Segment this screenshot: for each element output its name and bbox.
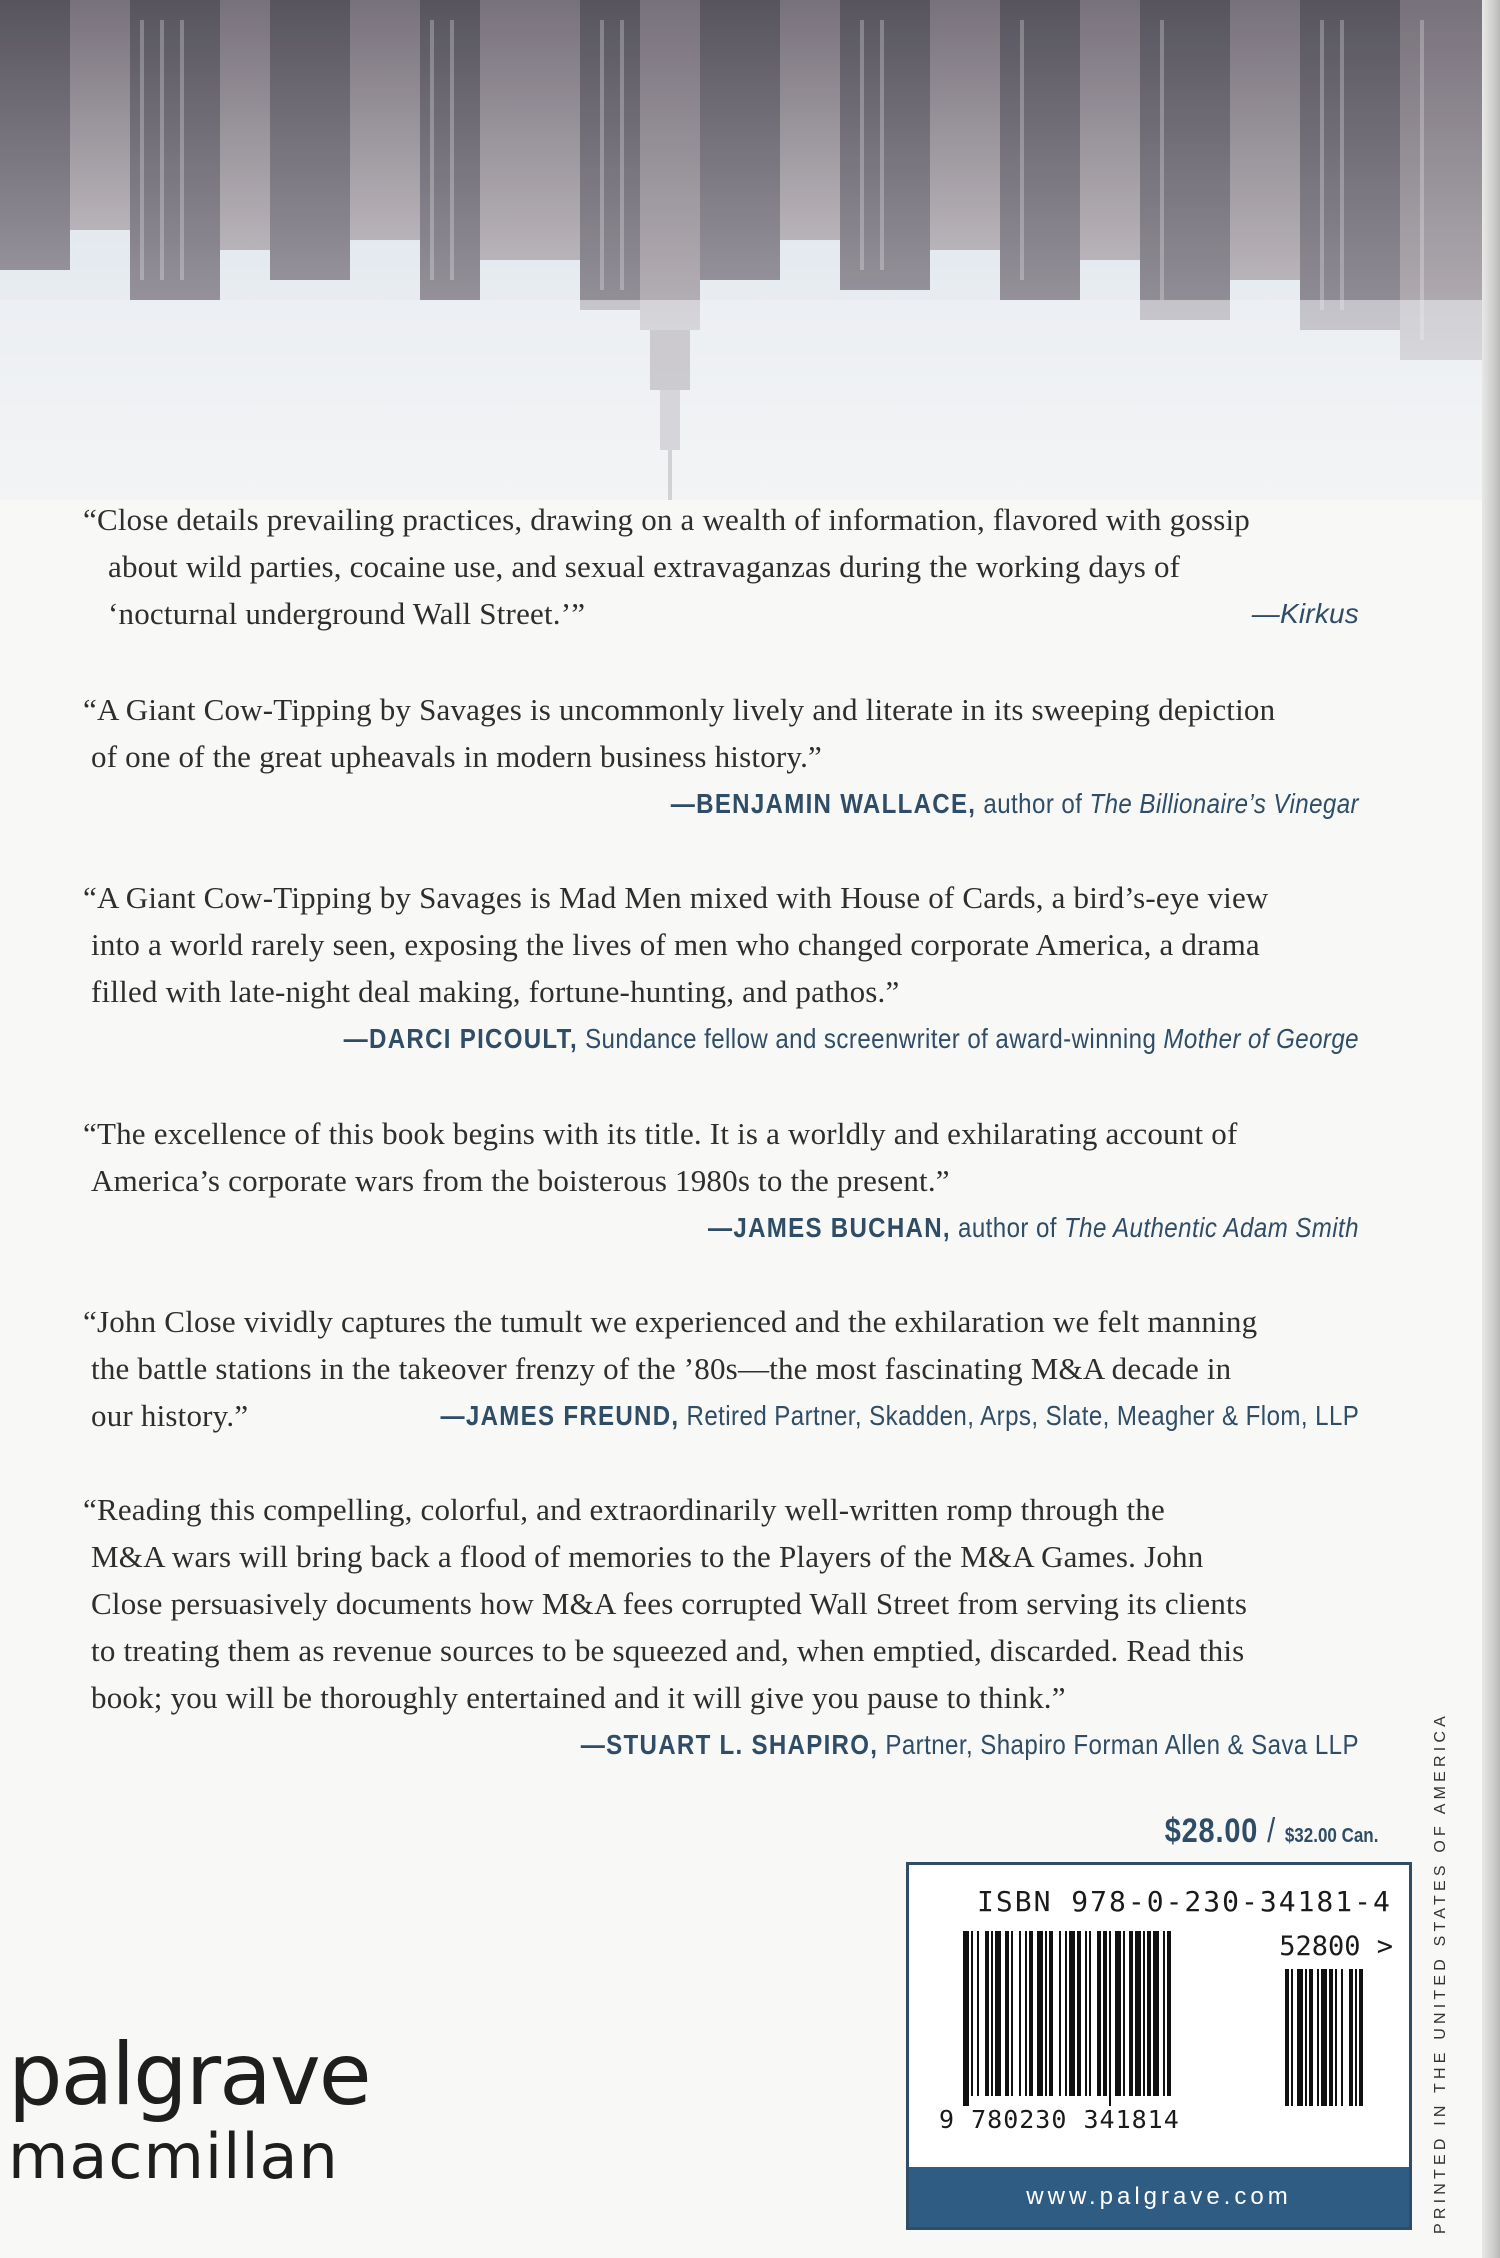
barcode-bar	[1163, 1931, 1165, 2096]
attribution-book-title: The Authentic Adam Smith	[1064, 1212, 1359, 1243]
barcode-bar	[1167, 1931, 1171, 2096]
barcode-bar	[1085, 1931, 1087, 2096]
blurb-line: “Reading this compelling, colorful, and extraordinarily well-written romp through the	[83, 1492, 1165, 1527]
printed-in-label: PRINTED IN THE UNITED STATES OF AMERICA	[1432, 1711, 1449, 2234]
barcode-bar	[1049, 1931, 1053, 2096]
barcode-bar	[1019, 1931, 1021, 2096]
barcode-bar	[1045, 1931, 1047, 2096]
addon-bar	[1341, 1969, 1343, 2106]
blurb-shapiro	[83, 1486, 1359, 1768]
addon-bar	[1297, 1969, 1303, 2106]
logo-line-palgrave: palgrave	[8, 2025, 370, 2125]
barcode-bar	[971, 1931, 973, 2096]
blurb-line: the battle stations in the takeover frenzy of the ’80s—the most fascinating M&A decade in	[91, 1351, 1232, 1386]
attribution-name: —BENJAMIN WALLACE,	[670, 788, 977, 819]
barcode-bar	[991, 1931, 993, 2096]
barcode-bars	[963, 1931, 1373, 2106]
attribution-name: —DARCI PICOULT,	[343, 1023, 578, 1054]
addon-bar	[1285, 1969, 1289, 2106]
blurb-line: “John Close vividly captures the tumult we experienced and the exhilaration we felt manning	[83, 1304, 1258, 1339]
blurb-attribution	[440, 1392, 1359, 1439]
price-separator: /	[1257, 1812, 1285, 1850]
attribution-book-title: The Billionaire’s Vinegar	[1089, 788, 1359, 819]
barcode-bar	[977, 1931, 979, 2096]
isbn-number: ISBN 978-0-230-34181-4	[977, 1885, 1392, 1918]
blurb-line: about wild parties, cocaine use, and sexual extravaganzas during the working days of	[108, 549, 1181, 584]
addon-bar	[1355, 1969, 1357, 2106]
barcode-bar	[995, 1931, 1001, 2096]
addon-bar	[1329, 1969, 1333, 2106]
addon-bar	[1291, 1969, 1293, 2106]
blurb-attribution	[262, 1015, 1359, 1062]
addon-bar	[1349, 1969, 1353, 2106]
barcode-bar	[1065, 1931, 1067, 2096]
blurb-line: of one of the great upheavals in modern business history.”	[91, 739, 823, 774]
addon-bar	[1321, 1969, 1327, 2106]
barcode-bar	[1029, 1931, 1033, 2096]
price-cad: $32.00 Can.	[1284, 1825, 1378, 1847]
blurb-line: “The excellence of this book begins with its title. It is a worldly and exhilarating account of	[83, 1116, 1238, 1151]
city-skyline-image	[0, 0, 1500, 500]
barcode-bar	[1103, 1931, 1107, 2096]
barcode-bar	[1059, 1931, 1061, 2096]
attribution-role: Retired Partner, Skadden, Arps, Slate, Meagher & Flom, LLP	[679, 1400, 1359, 1431]
blurb-freund	[83, 1298, 1359, 1439]
isbn-barcode-box	[906, 1862, 1412, 2230]
attribution-role: Partner, Shapiro Forman Allen & Sava LLP	[878, 1729, 1359, 1760]
blurb-line: America’s corporate wars from the boisterous 1980s to the present.”	[91, 1163, 950, 1198]
blurb-line: filled with late-night deal making, fortune-hunting, and pathos.”	[91, 974, 900, 1009]
barcode-bar	[1143, 1931, 1145, 2096]
barcode-bar	[1123, 1931, 1125, 2096]
barcode-bar	[1077, 1931, 1081, 2096]
blurb-picoult	[83, 874, 1359, 1062]
barcode-price-code: 52800 >	[1279, 1931, 1393, 1962]
blurb-line: into a world rarely seen, exposing the lives of men who changed corporate America, a drama	[91, 927, 1260, 962]
blurb-line: “A Giant Cow-Tipping by Savages is Mad Men mixed with House of Cards, a bird’s-eye view	[83, 880, 1269, 915]
barcode-bar	[1153, 1931, 1159, 2096]
blurb-line: “A Giant Cow-Tipping by Savages is uncommonly lively and literate in its sweeping depiction	[83, 692, 1276, 727]
barcode-bar	[1147, 1931, 1151, 2096]
barcode-digits: 9 780230 341814	[939, 2105, 1180, 2134]
blurb-wallace	[83, 686, 1359, 827]
barcode-bar	[1097, 1931, 1101, 2096]
barcode-bar	[985, 1931, 989, 2096]
attribution-role: Sundance fellow and screenwriter of award-winning	[577, 1023, 1164, 1054]
blurb-buchan	[83, 1110, 1359, 1251]
attribution-name: —JAMES FREUND,	[440, 1400, 680, 1431]
barcode-bar	[1011, 1931, 1013, 2096]
attribution-name: —JAMES BUCHAN,	[708, 1212, 951, 1243]
blurb-line-text: our history.”	[91, 1398, 249, 1433]
barcode-bar	[963, 1931, 969, 2106]
blurb-line: Close persuasively documents how M&A fees corrupted Wall Street from serving its clients	[91, 1586, 1248, 1621]
blurb-line: “Close details prevailing practices, drawing on a wealth of information, flavored with gossip	[83, 502, 1251, 537]
addon-bar	[1335, 1969, 1337, 2106]
book-edge	[1482, 0, 1500, 2258]
blurb-line: to treating them as revenue sources to be squeezed and, when emptied, discarded. Read this	[91, 1633, 1245, 1668]
attribution-film-title: Mother of George	[1163, 1023, 1359, 1054]
blurb-line	[83, 1392, 1359, 1439]
barcode-bar	[1037, 1931, 1043, 2096]
attribution-role: author of	[976, 788, 1090, 819]
attribution-role: author of	[950, 1212, 1065, 1243]
blurb-line	[83, 590, 1359, 637]
barcode-bar	[1005, 1931, 1009, 2096]
barcode-bar	[1069, 1931, 1075, 2096]
barcode-bar	[1129, 1931, 1133, 2096]
blurb-line: book; you will be thoroughly entertained and it will give you pause to think.”	[91, 1680, 1066, 1715]
blurb-attribution	[262, 1721, 1359, 1768]
barcode-bar	[1109, 1931, 1111, 2106]
barcode-bar	[1115, 1931, 1121, 2096]
publisher-logo	[8, 2025, 370, 2193]
blurb-kirkus	[83, 496, 1359, 637]
blurb-line-text: ‘nocturnal underground Wall Street.’”	[108, 596, 586, 631]
barcode-bar	[1025, 1931, 1027, 2096]
addon-bar	[1317, 1969, 1319, 2106]
addon-bar	[1305, 1969, 1307, 2106]
price-usd: $28.00	[1164, 1812, 1258, 1850]
attribution-name: —STUART L. SHAPIRO,	[580, 1729, 879, 1760]
publisher-website[interactable]: www.palgrave.com	[909, 2167, 1409, 2227]
blurb-line: M&A wars will bring back a flood of memories to the Players of the M&A Games. John	[91, 1539, 1204, 1574]
logo-line-macmillan: macmillan	[8, 2120, 339, 2193]
barcode-bar	[1089, 1931, 1091, 2096]
addon-bar	[1309, 1969, 1313, 2106]
blurb-attribution	[262, 1204, 1359, 1251]
blurb-attribution	[262, 780, 1359, 827]
addon-bar	[1359, 1969, 1363, 2106]
barcode-bar	[1135, 1931, 1141, 2096]
blurb-attribution: —Kirkus	[1251, 598, 1359, 629]
price-label	[1164, 1812, 1378, 1851]
